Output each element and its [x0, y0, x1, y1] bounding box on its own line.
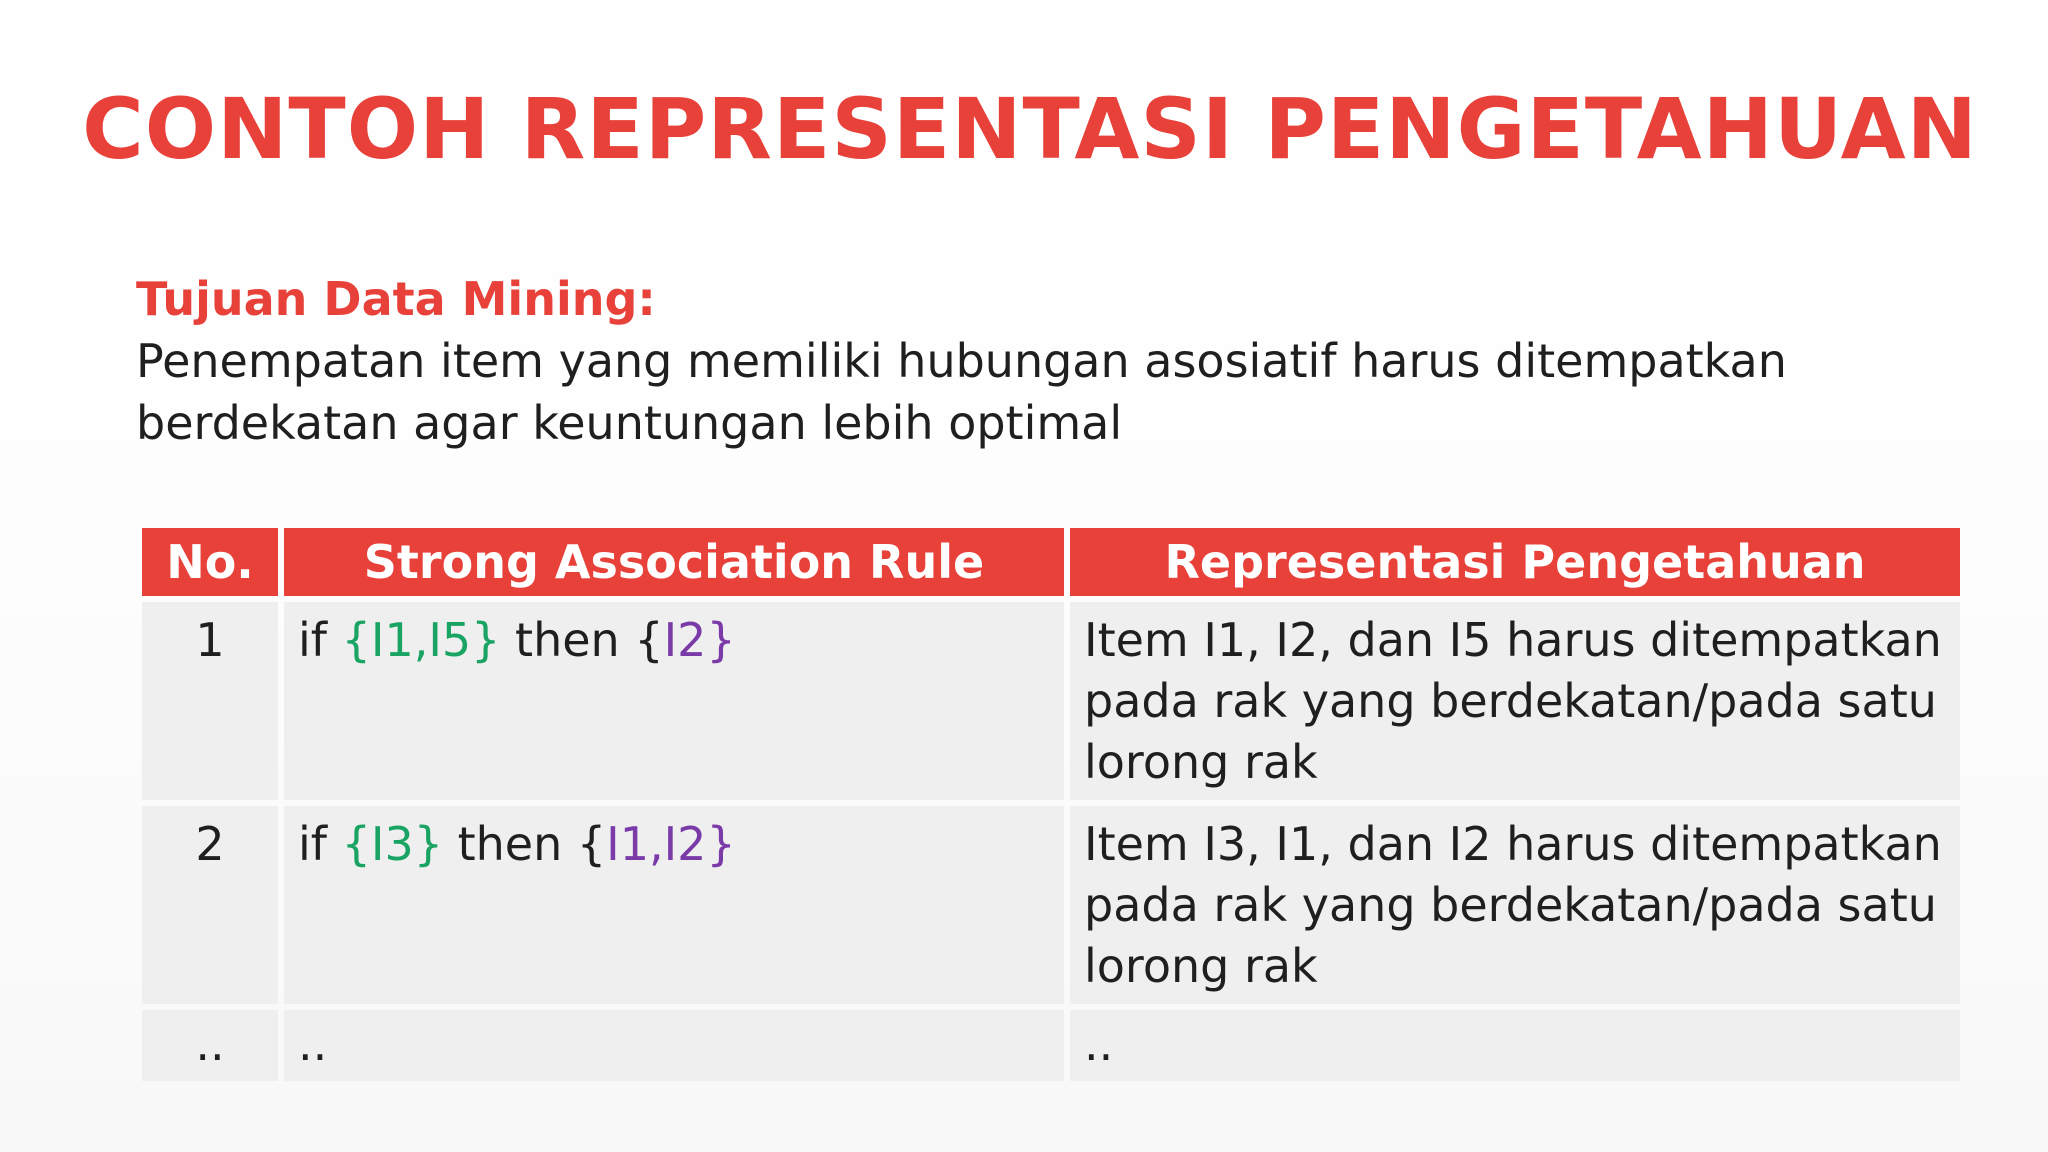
association-rules-table — [136, 522, 1966, 1087]
header-rule: Strong Association Rule — [284, 528, 1064, 596]
header-representation: Representasi Pengetahuan — [1070, 528, 1960, 596]
rule-cell: .. — [284, 1010, 1064, 1081]
row-number: 2 — [142, 806, 278, 1004]
row-number: .. — [142, 1010, 278, 1081]
table-row — [142, 806, 1960, 1004]
rule-consequent-close-brace: } — [706, 817, 736, 871]
rule-then-keyword: then — [442, 817, 577, 871]
table-row — [142, 602, 1960, 800]
table-row — [142, 1010, 1960, 1081]
rule-consequent-open-brace: { — [576, 817, 607, 871]
rule-antecedent: {I1,I5} — [341, 613, 501, 667]
representation-cell: .. — [1070, 1010, 1960, 1081]
rule-consequent: I1,I2 — [606, 817, 707, 871]
goal-text-line-1: Penempatan item yang memiliki hubungan asosiatif harus ditempatkan — [136, 334, 1787, 388]
rule-if-keyword: if — [298, 613, 342, 667]
goal-text-line-2: berdekatan agar keuntungan lebih optimal — [136, 396, 1123, 450]
rule-if-keyword: if — [298, 817, 342, 871]
rule-consequent-open-brace: { — [634, 613, 664, 667]
goal-heading: Tujuan Data Mining: — [136, 272, 656, 326]
rule-then-keyword: then — [500, 613, 635, 667]
representation-cell: Item I3, I1, dan I2 harus ditempatkan pada rak yang berdekatan/pada satu lorong rak — [1070, 806, 1960, 1004]
slide-title: CONTOH REPRESENTASI PENGETAHUAN — [82, 80, 1978, 178]
rule-cell — [284, 602, 1064, 800]
rule-antecedent: {I3} — [341, 817, 443, 871]
goal-section — [136, 268, 1936, 454]
header-no: No. — [142, 528, 278, 596]
row-number: 1 — [142, 602, 278, 800]
representation-cell: Item I1, I2, dan I5 harus ditempatkan pada rak yang berdekatan/pada satu lorong rak — [1070, 602, 1960, 800]
rule-consequent-close-brace: } — [706, 613, 736, 667]
rule-consequent: I2 — [663, 613, 707, 667]
rule-cell — [284, 806, 1064, 1004]
table-header-row — [142, 528, 1960, 596]
